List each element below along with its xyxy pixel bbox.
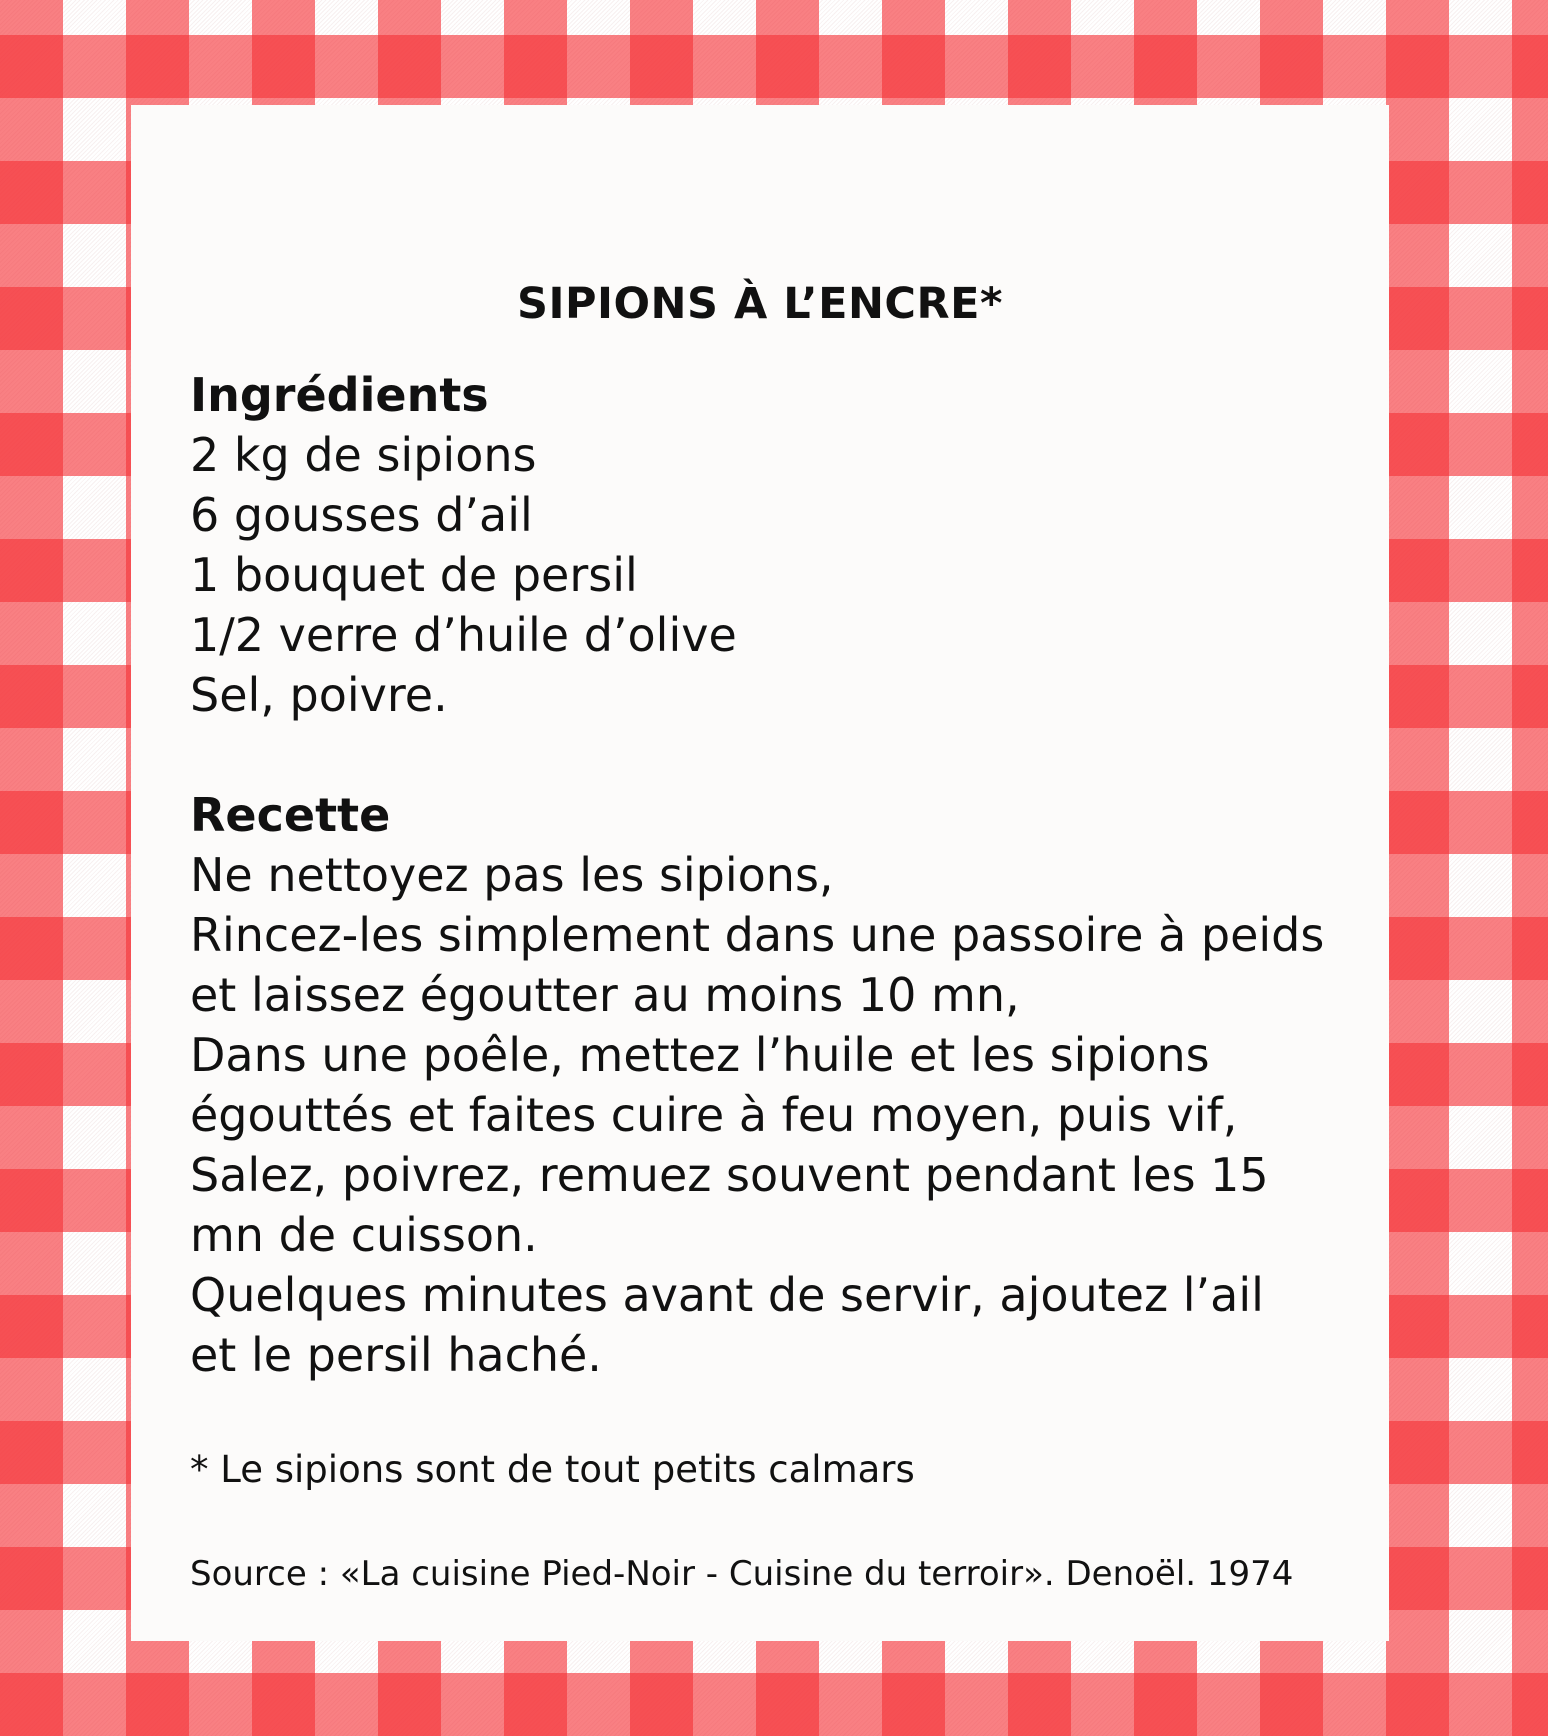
step-line: et laissez égoutter au moins 10 mn,	[190, 968, 1020, 1022]
step-line: Quelques minutes avant de servir, ajoutez l’ail	[190, 1268, 1264, 1322]
ingredient-item: 6 gousses d’ail	[190, 488, 533, 542]
recipe-heading: Recette	[190, 788, 391, 842]
step-line: et le persil haché.	[190, 1328, 602, 1382]
recipe-content	[190, 365, 1360, 1385]
ingredient-item: 1/2 verre d’huile d’olive	[190, 608, 737, 662]
recipe-title: SIPIONS À L’ENCRE*	[517, 279, 1003, 329]
ingredient-item: 1 bouquet de persil	[190, 548, 638, 602]
step-line: égouttés et faites cuire à feu moyen, puis vif,	[190, 1088, 1238, 1142]
source-citation: Source : «La cuisine Pied-Noir - Cuisine du terroir». Denoël. 1974	[190, 1554, 1294, 1594]
ingredients-heading: Ingrédients	[190, 368, 489, 422]
section-spacer	[190, 725, 1360, 785]
step-line: Salez, poivrez, remuez souvent pendant les 15	[190, 1148, 1269, 1202]
step-line: Dans une poêle, mettez l’huile et les sipions	[190, 1028, 1210, 1082]
ingredient-item: Sel, poivre.	[190, 668, 448, 722]
recipe-steps	[190, 845, 1360, 1385]
ingredients-list	[190, 425, 1360, 725]
step-line: Rincez-les simplement dans une passoire à peids	[190, 908, 1325, 962]
footnote: * Le sipions sont de tout petits calmars	[190, 1448, 915, 1491]
step-line: Ne nettoyez pas les sipions,	[190, 848, 834, 902]
step-line: mn de cuisson.	[190, 1208, 538, 1262]
ingredient-item: 2 kg de sipions	[190, 428, 537, 482]
